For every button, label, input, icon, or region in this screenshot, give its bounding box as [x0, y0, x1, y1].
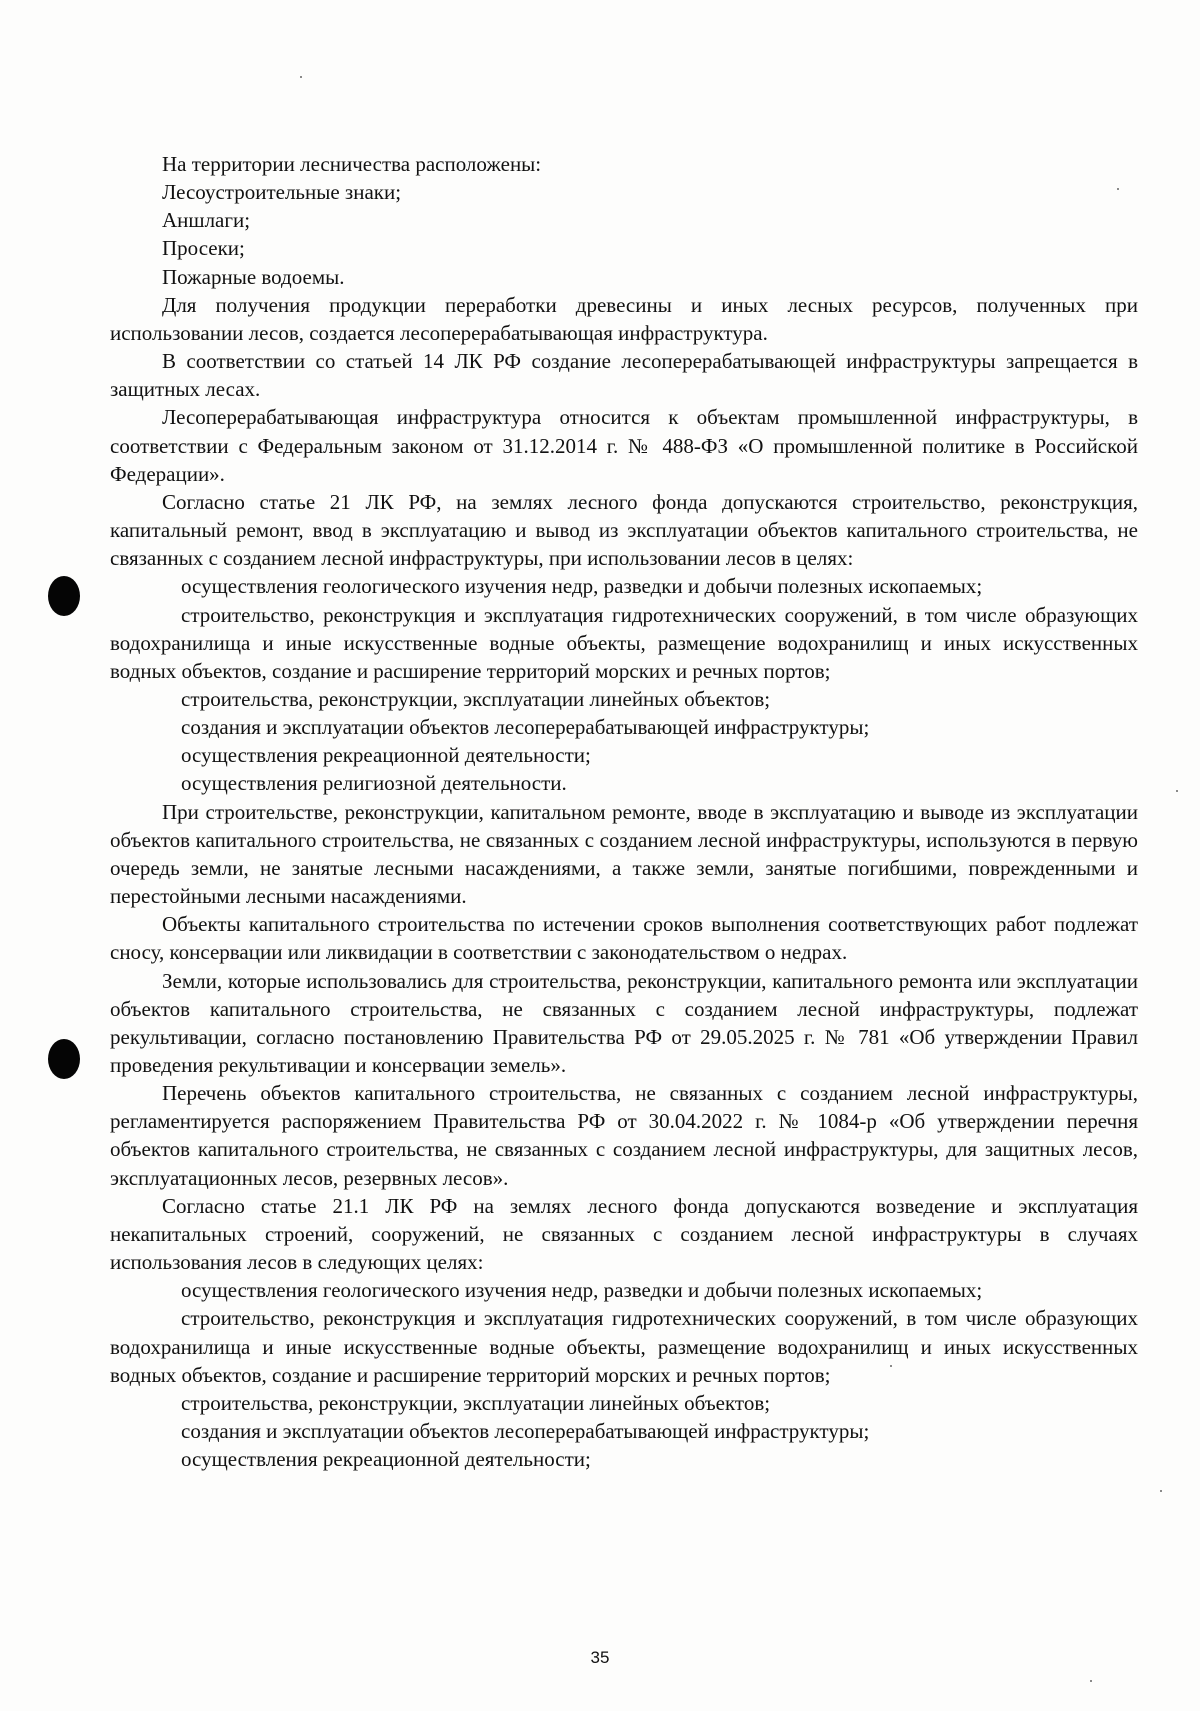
list-item: создания и эксплуатации объектов лесоперерабатывающей инфраструктуры; — [181, 715, 870, 740]
punch-hole-mark — [48, 576, 80, 616]
list-item: строительство, реконструкция и эксплуатация гидротехнических сооружений, в том числе образующих водохранилища и иные искусственные водные объекты, размещение водохранилищ и иных искусственных водных объектов, создание и расширение территорий морских и речных портов; — [110, 1306, 1138, 1387]
scan-speck — [890, 1365, 892, 1367]
list-item: создания и эксплуатации объектов лесоперерабатывающей инфраструктуры; — [181, 1419, 870, 1444]
paragraph: При строительстве, реконструкции, капитальном ремонте, вводе в эксплуатацию и выводе из эксплуатации объектов капитального строительства, не связанных с созданием лесной инфраструктуры, используются в первую очередь земли, не занятые лесными насаждениями, а также земли, занятые погибшими, поврежденными и перестойными лесными насаждениями. — [110, 799, 1138, 909]
scan-speck — [1090, 1680, 1092, 1682]
list-item: осуществления рекреационной деятельности; — [181, 1447, 591, 1472]
list-item: строительства, реконструкции, эксплуатации линейных объектов; — [181, 1390, 771, 1415]
list-item: Просеки; — [162, 236, 245, 261]
list-item: Аншлаги; — [162, 208, 251, 233]
list-item: Пожарные водоемы. — [162, 264, 345, 289]
scan-speck — [1117, 188, 1119, 190]
list-item: строительство, реконструкция и эксплуатация гидротехнических сооружений, в том числе образующих водохранилища и иные искусственные водные объекты, размещение водохранилищ и иных искусственных водных объектов, создание и расширение территорий морских и речных портов; — [110, 602, 1138, 683]
scan-speck — [300, 76, 302, 78]
paragraph: Лесоперерабатывающая инфраструктура относится к объектам промышленной инфраструктуры, в соответствии с Федеральным законом от 31.12.2014 г. № 488-ФЗ «О промышленной политике в Российской Федерации». — [110, 405, 1138, 486]
page-number: 35 — [590, 1648, 610, 1667]
document-body — [110, 150, 1138, 1473]
list-item: строительства, реконструкции, эксплуатации линейных объектов; — [181, 686, 771, 711]
punch-hole-mark — [48, 1039, 80, 1079]
list-heading: На территории лесничества расположены: — [162, 152, 542, 176]
paragraph: Согласно статье 21 ЛК РФ, на землях лесного фонда допускаются строительство, реконструкция, капитальный ремонт, ввод в эксплуатацию и вывод из эксплуатации объектов капитального строительства, не связанных с созданием лесной инфраструктуры, при использовании лесов в целях: — [110, 489, 1138, 571]
list-item: осуществления геологического изучения недр, разведки и добычи полезных ископаемых; — [181, 1278, 983, 1303]
list-item: осуществления религиозной деятельности. — [181, 771, 567, 796]
paragraph: В соответствии со статьей 14 ЛК РФ создание лесоперерабатывающей инфраструктуры запрещается в защитных лесах. — [110, 349, 1138, 402]
paragraph: Для получения продукции переработки древесины и иных лесных ресурсов, полученных при использовании лесов, создается лесоперерабатывающая инфраструктура. — [110, 292, 1138, 345]
paragraph: Согласно статье 21.1 ЛК РФ на землях лесного фонда допускаются возведение и эксплуатация некапитальных строений, сооружений, не связанных с созданием лесной инфраструктуры в случаях использования лесов в следующих целях: — [110, 1193, 1138, 1275]
scan-speck — [1160, 1490, 1162, 1492]
paragraph: Земли, которые использовались для строительства, реконструкции, капитального ремонта или эксплуатации объектов капитального строительства, не связанных с созданием лесной инфраструктуры, подлежат рекультивации, согласно постановлению Правительства РФ от 29.05.2025 г. № 781 «Об утверждении Правил проведения рекультивации и консервации земель». — [110, 968, 1138, 1077]
list-item: осуществления рекреационной деятельности; — [181, 743, 591, 768]
paragraph: Объекты капитального строительства по истечении сроков выполнения соответствующих работ подлежат сносу, консервации или ликвидации в соответствии с законодательством о недрах. — [110, 912, 1138, 965]
list-item: Лесоустроительные знаки; — [162, 180, 402, 205]
scan-speck — [1176, 790, 1178, 792]
paragraph: Перечень объектов капитального строительства, не связанных с созданием лесной инфраструктуры, регламентируется распоряжением Правительства РФ от 30.04.2022 г. № 1084-р «Об утверждении перечня объектов капитального строительства, не связанных с созданием лесной инфраструктуры, для защитных лесов, эксплуатационных лесов, резервных лесов». — [110, 1081, 1138, 1190]
list-item: осуществления геологического изучения недр, разведки и добычи полезных ископаемых; — [181, 574, 983, 599]
